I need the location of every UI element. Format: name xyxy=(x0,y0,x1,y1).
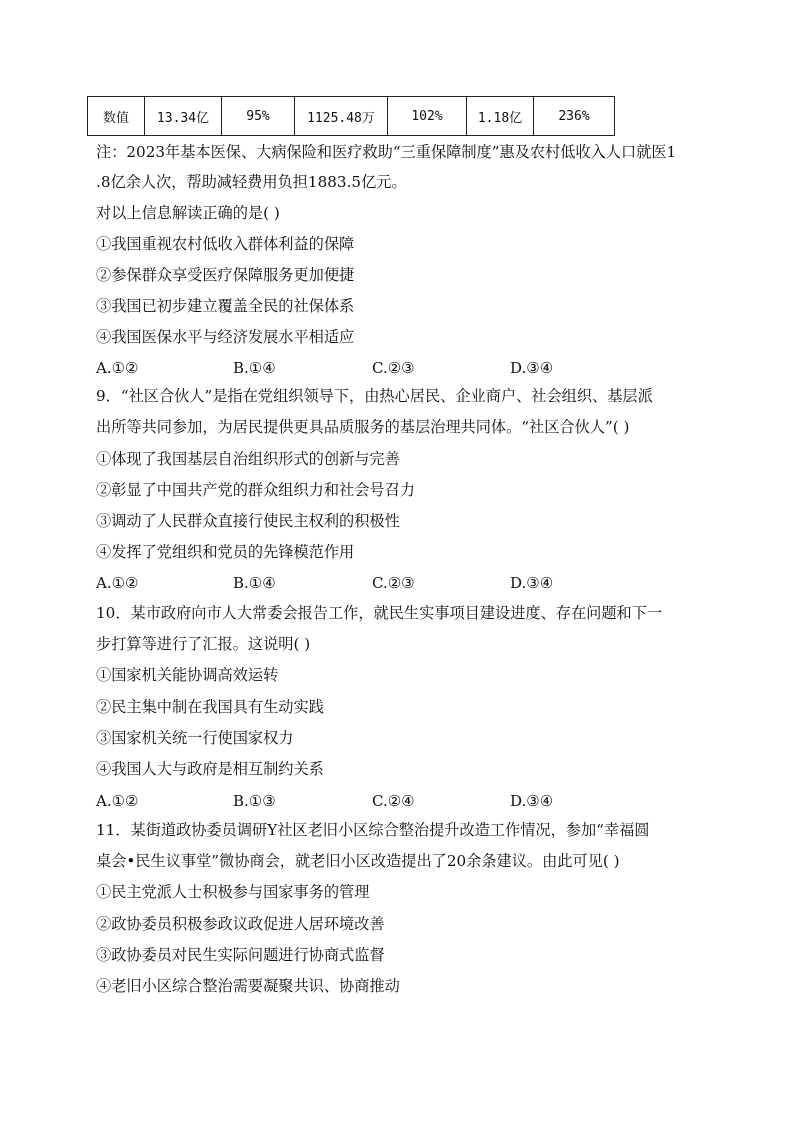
option-c[interactable]: C.②④ xyxy=(372,792,415,810)
statement: ④老旧小区综合整治需要凝聚共识、协商推动 xyxy=(96,977,400,995)
table-row xyxy=(88,97,615,136)
option-a[interactable]: A.①② xyxy=(96,792,139,810)
data-table xyxy=(87,96,615,136)
question-stem: 10．某市政府向市人大常委会报告工作，就民生实事项目建设进度、存在问题和下一 xyxy=(96,604,663,622)
option-b[interactable]: B.①④ xyxy=(233,574,276,592)
option-a[interactable]: A.①② xyxy=(96,359,139,377)
note-line: 注：2023年基本医保、大病保险和医疗救助“三重保障制度”惠及农村低收入人口就医1 xyxy=(96,143,677,161)
statement: ④我国医保水平与经济发展水平相适应 xyxy=(96,328,355,346)
statement: ①国家机关能协调高效运转 xyxy=(96,666,279,684)
statement: ③国家机关统一行使国家权力 xyxy=(96,729,294,747)
statement: ③我国已初步建立覆盖全民的社保体系 xyxy=(96,297,355,315)
question-prompt: 对以上信息解读正确的是( ) xyxy=(96,204,280,222)
statement: ②政协委员积极参政议政促进人居环境改善 xyxy=(96,915,385,933)
statement: ②参保群众享受医疗保障服务更加便捷 xyxy=(96,266,355,284)
statement: ②民主集中制在我国具有生动实践 xyxy=(96,698,324,716)
table-cell: 1.18亿 xyxy=(467,97,534,136)
option-b[interactable]: B.①④ xyxy=(233,359,276,377)
option-d[interactable]: D.③④ xyxy=(510,574,554,592)
statement: ①民主党派人士积极参与国家事务的管理 xyxy=(96,883,370,901)
option-b[interactable]: B.①③ xyxy=(233,792,276,810)
question-stem: 桌会•民生议事堂”微协商会，就老旧小区改造提出了20余条建议。由此可见( ) xyxy=(96,852,620,870)
statement: ②彰显了中国共产党的群众组织力和社会号召力 xyxy=(96,481,415,499)
statement: ③政协委员对民生实际问题进行协商式监督 xyxy=(96,946,385,964)
question-stem: 步打算等进行了汇报。这说明( ) xyxy=(96,635,311,653)
option-c[interactable]: C.②③ xyxy=(372,359,415,377)
option-a[interactable]: A.①② xyxy=(96,574,139,592)
option-d[interactable]: D.③④ xyxy=(510,792,554,810)
statement: ④发挥了党组织和党员的先锋模范作用 xyxy=(96,543,355,561)
table-cell: 数值 xyxy=(88,97,145,136)
question-stem: 11．某街道政协委员调研Y社区老旧小区综合整治提升改造工作情况，参加“幸福圆 xyxy=(96,821,650,839)
statement: ③调动了人民群众直接行使民主权利的积极性 xyxy=(96,512,400,530)
table-cell: 95% xyxy=(222,97,295,136)
note-line: .8亿余人次，帮助减轻费用负担1883.5亿元。 xyxy=(96,173,407,191)
question-stem: 9．“社区合伙人”是指在党组织领导下，由热心居民、企业商户、社会组织、基层派 xyxy=(96,387,653,405)
table-cell: 1125.48万 xyxy=(295,97,388,136)
statement: ④我国人大与政府是相互制约关系 xyxy=(96,760,324,778)
option-d[interactable]: D.③④ xyxy=(510,359,554,377)
statement: ①我国重视农村低收入群体利益的保障 xyxy=(96,235,355,253)
option-c[interactable]: C.②③ xyxy=(372,574,415,592)
statement: ①体现了我国基层自治组织形式的创新与完善 xyxy=(96,450,400,468)
question-stem: 出所等共同参加，为居民提供更具品质服务的基层治理共同体。“社区合伙人”( ) xyxy=(96,418,630,436)
table-cell: 236% xyxy=(534,97,615,136)
table-cell: 13.34亿 xyxy=(145,97,222,136)
table-cell: 102% xyxy=(388,97,467,136)
